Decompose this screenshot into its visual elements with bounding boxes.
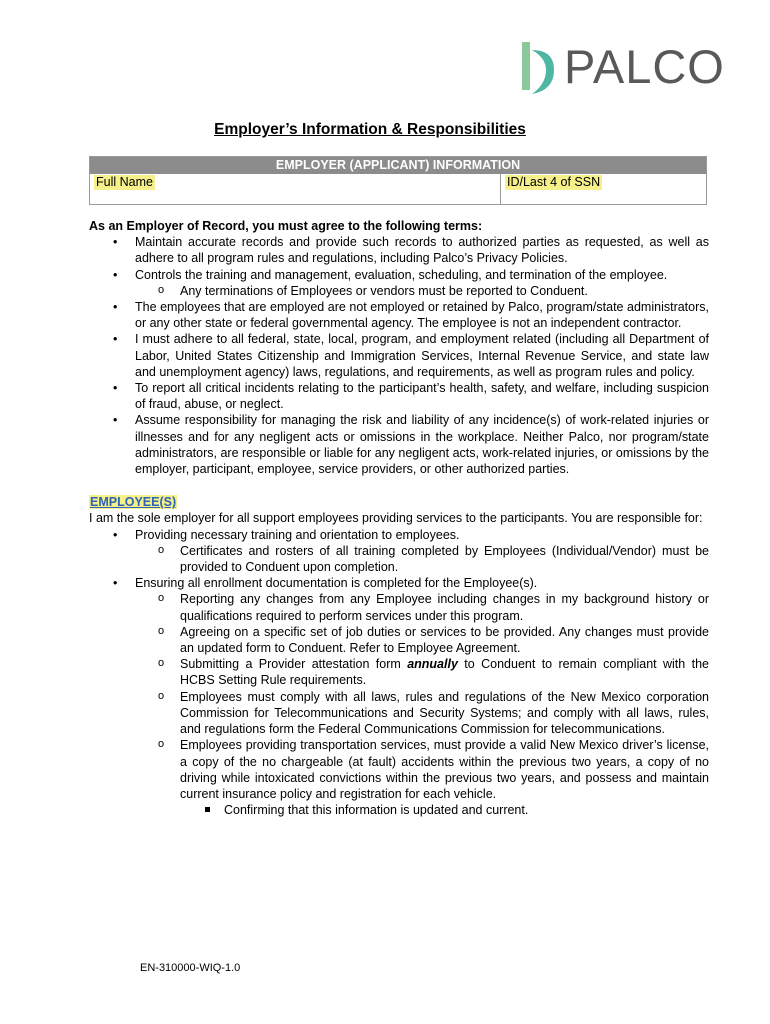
list-item-text: Controls the training and management, evaluation, scheduling, and termination of the employee. [135, 267, 668, 282]
list-item [89, 234, 709, 266]
sub-list-item [135, 624, 709, 656]
employees-heading-text: EMPLOYEE(S) [90, 495, 177, 510]
list-item-text: The employees that are employed are not employed or retained by Palco, program/state administrators, or any other state or federal governmental agency. The employee is not an independent contractor. [135, 300, 709, 331]
list-item [89, 267, 709, 299]
sub-list-item-text: Reporting any changes from any Employee including changes in my background history or qualifications required to perform services under this program. [180, 592, 709, 623]
sub-list-item [135, 283, 709, 299]
id-ssn-label: ID/Last 4 of SSN [507, 175, 601, 189]
bullet-icon: • [113, 332, 118, 347]
annually-emphasis: annually [407, 657, 458, 672]
sub-list-item [135, 737, 709, 818]
list-item [89, 412, 709, 477]
id-ssn-field[interactable] [500, 174, 707, 204]
bullet-icon: • [113, 527, 118, 542]
palco-logo [520, 40, 730, 96]
list-item-text: Providing necessary training and orientation to employees. [135, 527, 460, 542]
sub-list-item [135, 689, 709, 738]
bullet-icon: • [113, 413, 118, 428]
palco-logo-icon [520, 40, 568, 96]
circle-bullet-icon: o [158, 689, 165, 702]
document-body [89, 218, 709, 818]
sub-list [135, 591, 709, 818]
list-item [89, 380, 709, 412]
bullet-icon: • [113, 381, 118, 396]
sub-list-item [135, 591, 709, 623]
sub-sub-list [180, 802, 709, 818]
employees-heading-link[interactable] [89, 494, 709, 510]
sub-list-item-text: Any terminations of Employees or vendors must be reported to Conduent. [180, 283, 588, 298]
employees-intro: I am the sole employer for all support employees providing services to the participants. You are responsible for: [89, 511, 703, 526]
list-item-text: Maintain accurate records and provide such records to authorized parties as requested, as well as adhere to all program rules and regulations, including Palco’s Privacy Policies. [135, 235, 709, 266]
terms-heading: As an Employer of Record, you must agree to the following terms: [89, 219, 483, 233]
full-name-label: Full Name [96, 175, 153, 189]
list-item-text: Ensuring all enrollment documentation is completed for the Employee(s). [135, 576, 538, 591]
document-code: EN-310000-WIQ-1.0 [140, 962, 241, 974]
info-table-header: EMPLOYER (APPLICANT) INFORMATION [90, 157, 706, 174]
circle-bullet-icon: o [158, 592, 165, 605]
list-item [89, 575, 709, 818]
sub-list-item [135, 656, 709, 688]
bullet-icon: • [113, 576, 118, 591]
circle-bullet-icon: o [158, 624, 165, 637]
employees-list [89, 527, 709, 819]
sub-list-item-text: Submitting a Provider attestation form [180, 657, 408, 672]
sub-sub-list-item [180, 802, 709, 818]
square-bullet-icon [205, 807, 210, 812]
sub-list-item-text: Certificates and rosters of all training completed by Employees (Individual/Vendor) must be provided to Conduent upon completion. [180, 543, 709, 575]
page-title-text: Employer’s Information & Responsibilities [214, 121, 526, 138]
list-item-text: Assume responsibility for managing the risk and liability of any incidence(s) of work-related injuries or illnesses and for any negligent acts or omissions in the workplace. Neither Palco, nor program/state administrators, are responsible or liable for any negligent acts, work-related injuries, or omissions by the employer, participant, employee, service providers, or other authorized parties. [135, 413, 709, 477]
page-title [0, 121, 740, 139]
sub-list-item-text: Agreeing on a specific set of job duties or services to be provided. Any changes must provide an updated form to Conduent. Refer to Employee Agreement. [180, 624, 709, 656]
bullet-icon: • [113, 267, 118, 282]
sub-list-item-text: to Conduent to remain compliant with the HCBS Setting Rule requirements. [180, 657, 709, 688]
sub-list-item [135, 543, 709, 575]
logo-wordmark: PALCO [564, 40, 725, 93]
circle-bullet-icon: o [158, 283, 165, 296]
sub-list [135, 543, 709, 575]
sub-list-item-text: Employees must comply with all laws, rules and regulations of the New Mexico corporation Commission for Telecommunications and Security Systems; and comply with all laws, rules, and regulations form the Federal Communications Commission for telecommunications. [180, 689, 709, 737]
sub-list [135, 283, 709, 299]
list-item [89, 331, 709, 380]
list-item-text: To report all critical incidents relating to the participant’s health, safety, and welfare, including suspicion of fraud, abuse, or neglect. [135, 381, 709, 412]
circle-bullet-icon: o [158, 657, 165, 670]
list-item-text: I must adhere to all federal, state, local, program, and employment related (including all Department of Labor, United States Citizenship and Immigration Services, Internal Revenue Service, and state law and unemployment agency) laws, regulations, and requirements, as well as program rules and policy. [135, 332, 709, 379]
sub-sub-list-item-text: Confirming that this information is updated and current. [224, 803, 529, 818]
bullet-icon: • [113, 235, 118, 250]
sub-list-item-text: Employees providing transportation services, must provide a valid New Mexico driver’s license, a copy of the no chargeable (at fault) accidents within the previous two years, a copy of no driving while intoxicated convictions within the previous two years, and possess and maintain current insurance policy and registration for each vehicle. [180, 738, 709, 801]
circle-bullet-icon: o [158, 543, 165, 556]
circle-bullet-icon: o [158, 738, 165, 751]
info-table-row [90, 174, 706, 204]
bullet-icon: • [113, 300, 118, 315]
employer-info-table [89, 156, 707, 205]
full-name-field[interactable] [90, 174, 500, 204]
list-item [89, 527, 709, 576]
list-item [89, 299, 709, 331]
terms-list [89, 234, 709, 477]
